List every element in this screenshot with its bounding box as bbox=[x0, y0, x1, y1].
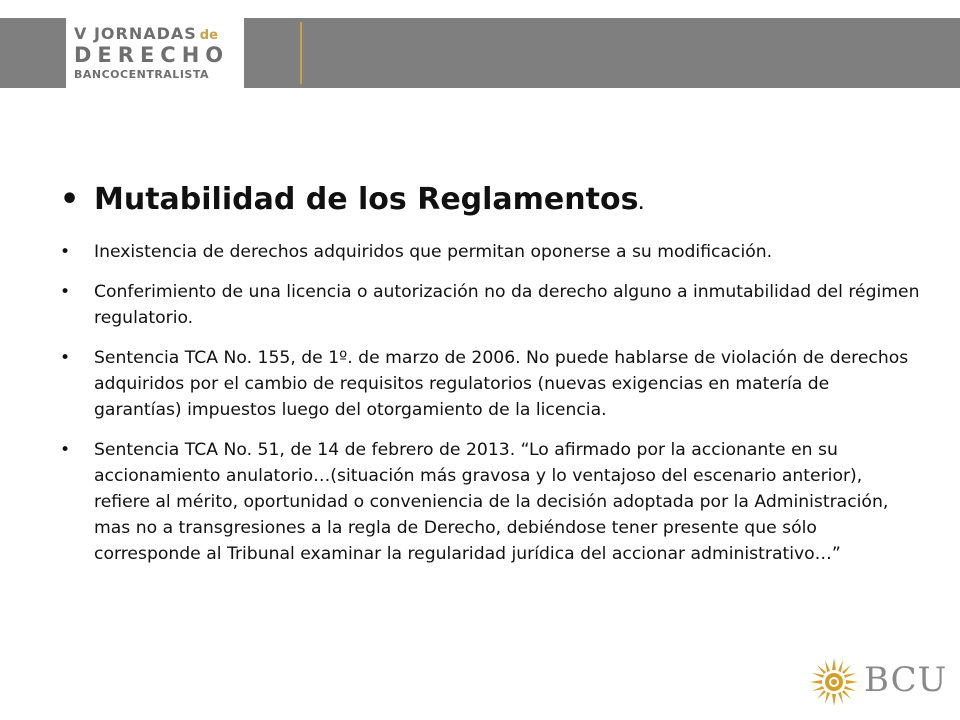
bullet-icon: • bbox=[60, 348, 71, 368]
list-item-text: Inexistencia de derechos adquiridos que permitan oponerse a su modificación. bbox=[94, 242, 773, 262]
list-item bbox=[60, 437, 920, 567]
logo-line3: BANCOCENTRALISTA bbox=[74, 68, 209, 81]
slide-content bbox=[60, 180, 920, 581]
heading-suffix: . bbox=[638, 197, 644, 213]
heading-text: Mutabilidad de los Reglamentos bbox=[94, 182, 639, 217]
header-bar bbox=[0, 18, 960, 88]
list-item bbox=[60, 279, 920, 331]
logo-line2: DERECHO bbox=[74, 43, 230, 67]
bcu-logo bbox=[808, 656, 948, 708]
bullet-icon: • bbox=[60, 440, 71, 460]
logo-line1-de: de bbox=[199, 28, 218, 43]
bullet-icon: • bbox=[60, 242, 71, 262]
list-item-text: Conferimiento de una licencia o autorización no da derecho alguno a inmutabilidad del régimen regulatorio. bbox=[94, 282, 920, 328]
logo-line1-text: V JORNADAS bbox=[74, 24, 197, 43]
slide-heading bbox=[60, 180, 920, 225]
logo-line1 bbox=[74, 24, 218, 43]
list-item-text: Sentencia TCA No. 51, de 14 de febrero de 2013. “Lo afirmado por la accionante en su accionamiento anulatorio…(situación más gravosa y lo ventajoso del escenario anterior), refiere al mérito, oportunidad o conveniencia de la decisión adoptada por la Administración, mas no a transgresiones a la regla de Derecho, debiéndose tener presente que sólo corresponde al Tribunal examinar la regularidad jurídica del accionar administrativo…” bbox=[94, 440, 889, 564]
bullet-icon: • bbox=[60, 182, 80, 217]
logo-divider bbox=[300, 22, 302, 84]
bullet-icon: • bbox=[60, 282, 71, 302]
list-item-text: Sentencia TCA No. 155, de 1º. de marzo de 2006. No puede hablarse de violación de derechos adquiridos por el cambio de requisitos regulatorios (nuevas exigencias en matería de garantías) impuestos luego del otorgamiento de la licencia. bbox=[94, 348, 909, 420]
jornadas-logo bbox=[66, 18, 244, 88]
sun-icon bbox=[808, 656, 860, 708]
list-item bbox=[60, 345, 920, 423]
bcu-text: BCU bbox=[864, 660, 948, 700]
list-item bbox=[60, 239, 920, 265]
